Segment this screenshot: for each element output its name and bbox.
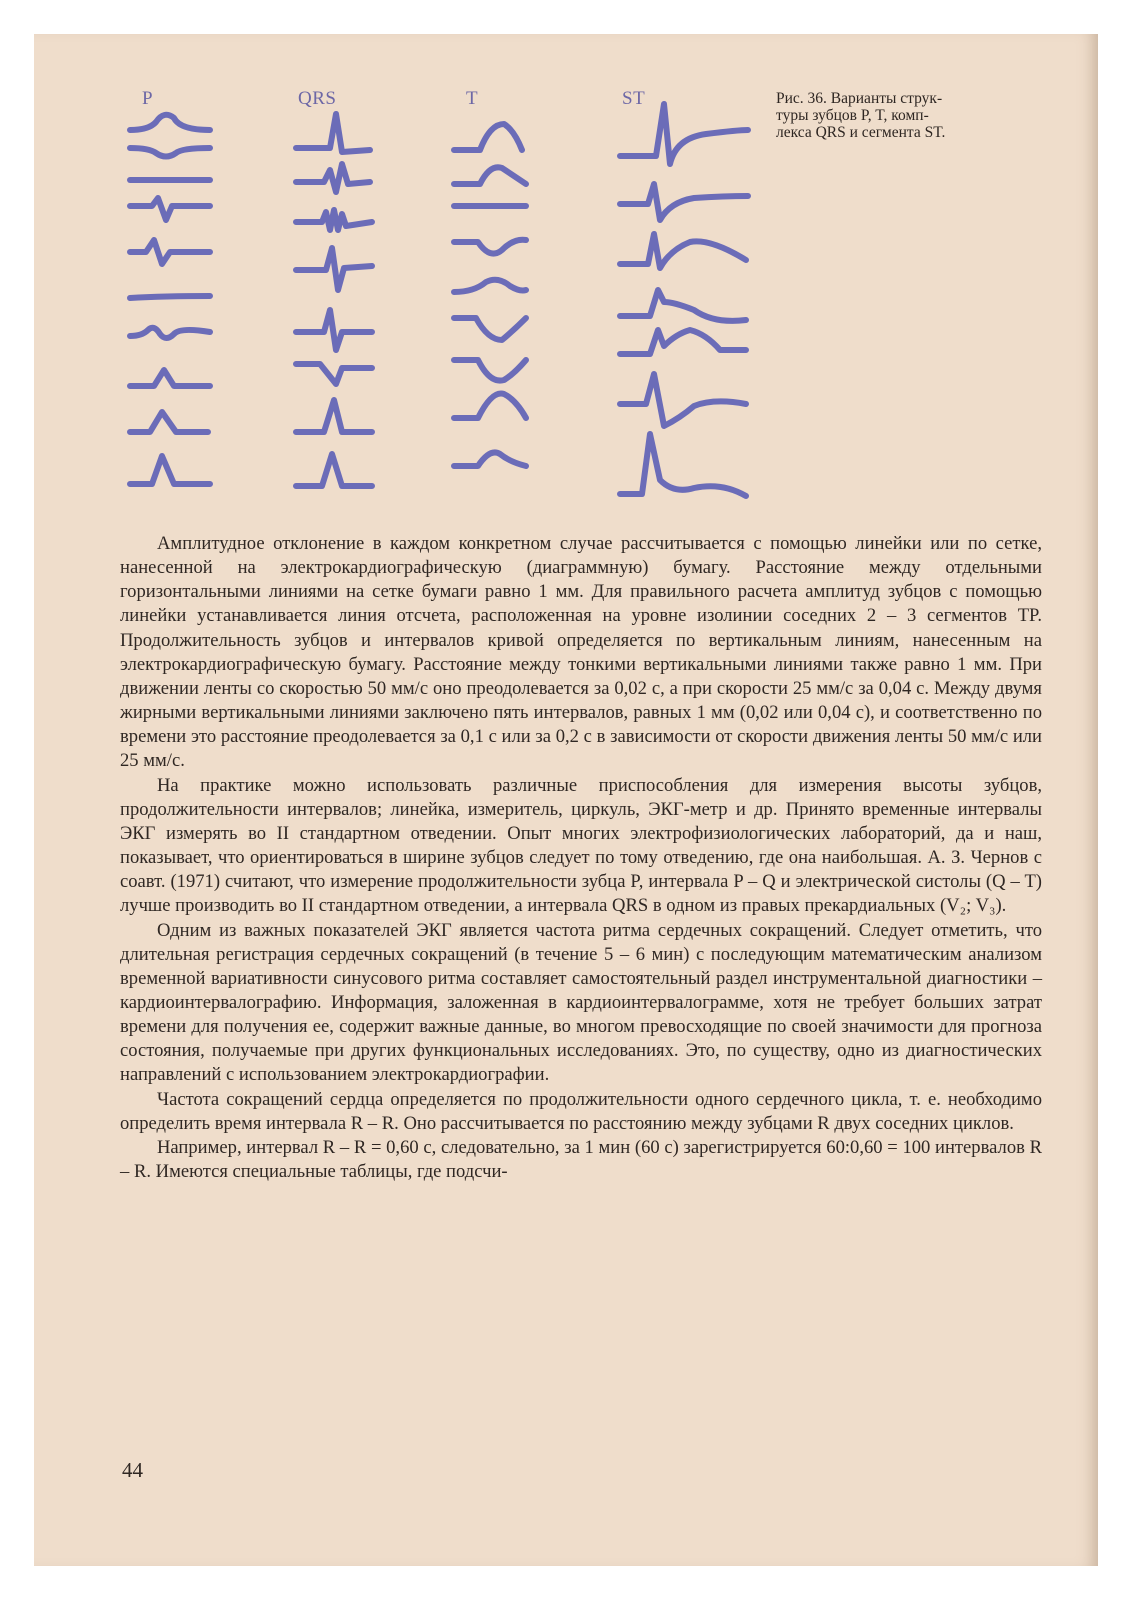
column-label-t: T	[466, 88, 479, 109]
st-segment-2	[620, 184, 748, 220]
p-wave-2	[130, 148, 210, 157]
figure-36	[34, 34, 1098, 534]
paragraph: Частота сокращений сердца определяется по продолжительности одного сердечного цикла, т. е. необходимо определить время интервала R – R. Оно рассчитывается по расстоянию между зубцами R двух соседних циклов.	[120, 1088, 1042, 1134]
st-segment-1	[620, 104, 748, 164]
p-wave-7	[130, 328, 210, 338]
qrs-complex-5	[296, 310, 372, 350]
st-segment-7	[620, 434, 746, 496]
paragraph: Например, интервал R – R = 0,60 с, следовательно, за 1 мин (60 с) зарегистрируется 60:0,60 = 100 интервалов R – R. Имеются специальные таблицы, где подсчи-	[120, 1136, 1042, 1183]
caption-line: туры зубцов P, T, комп-	[776, 107, 929, 124]
page-number: 44	[122, 1458, 143, 1482]
t-wave-9	[454, 453, 526, 467]
caption-line: Рис. 36. Варианты струк-	[776, 90, 943, 107]
paragraph: Одним из важных показателей ЭКГ является частота ритма сердечных сокращений. Следует отметить, что длительная регистрация сердечных сокращений (в течение 5 – 6 мин) с последующим математическим анализом временной вариативности синусового ритма составляет самостоятельный раздел инструментальной диагностики – кардиоинтервалографию. Информация, заложенная в кардиоинтервалограмме, хотя не требует больших затрат времени для получения ее, содержит важные данные, во многом превосходящие по своей значимости для прогноза состояния, получаемые при других функциональных исследованиях. Это, по существу, одно из диагностических направлений с использованием электрокардиографии.	[120, 919, 1042, 1086]
p-wave-4	[130, 198, 210, 220]
t-wave-2	[454, 167, 526, 184]
p-wave-1	[130, 115, 210, 130]
p-wave-9	[130, 412, 208, 432]
qrs-complex-3	[296, 210, 372, 230]
caption-line: лекса QRS и сегмента ST.	[776, 124, 946, 141]
t-wave-1	[454, 124, 522, 150]
figure-caption	[776, 90, 1066, 141]
body-text	[120, 532, 1042, 1184]
st-segment-5	[620, 330, 746, 354]
column-label-qrs: QRS	[298, 88, 337, 109]
ecg-waveform-variants	[34, 34, 774, 534]
qrs-complex-4	[296, 248, 372, 290]
qrs-complex-2	[296, 164, 370, 192]
paragraph: Амплитудное отклонение в каждом конкретном случае рассчитывается с помощью линейки или по сетке, нанесенной на электрокардиографическую (диаграммную) бумагу. Расстояние между отдельными горизонтальными линиями на сетке бумаги равно 1 мм. Для правильного расчета амплитуд зубцов с помощью линейки устанавливается линия отсчета, расположенная на уровне изолинии соседних 2 – 3 сегментов TP. Продолжительность зубцов и интервалов кривой определяется по вертикальным линиям, нанесенным на электрокардиографическую бумагу. Расстояние между тонкими вертикальными линиями также равно 1 мм. При движении ленты со скоростью 50 мм/с оно преодолевается за 0,02 с, а при скорости 25 мм/с за 0,04 с. Между двумя жирными вертикальными линиями заключено пять интервалов, равных 1 мм (0,02 или 0,04 с), и соответственно по времени это расстояние преодолевается за 0,1 с или за 0,2 с в зависимости от скорости движения ленты 50 мм/с или 25 мм/с.	[120, 533, 1042, 772]
column-label-p: P	[142, 88, 154, 109]
t-wave-4	[454, 240, 526, 254]
st-segment-6	[620, 374, 746, 426]
column-label-st: ST	[622, 88, 646, 109]
qrs-complex-8	[296, 454, 372, 486]
p-wave-10	[130, 456, 210, 484]
t-wave-8	[454, 394, 526, 419]
t-wave-6	[454, 318, 526, 340]
qrs-complex-6	[296, 364, 372, 384]
qrs-complex-1	[296, 114, 370, 152]
st-segment-4	[620, 290, 746, 321]
t-wave-7	[454, 360, 526, 381]
paragraph: На практике можно использовать различные приспособления для измерения высоты зубцов, продолжительности интервалов; линейка, измеритель, циркуль, ЭКГ-метр и др. Принято временные интервалы ЭКГ измерять во II стандартном отведении. Опыт многих электрофизиологических лабораторий, да и наш, показывает, что ориентироваться в ширине зубцов следует по тому отведению, где она наибольшая. А. З. Чернов с соавт. (1971) считают, что измерение продолжительности зубца P, интервала P – Q и электрической систолы (Q – T) лучше производить во II стандартном отведении, а интервала QRS в одном из правых прекардиальных (V₂; V₃).	[120, 774, 1042, 917]
st-segment-3	[620, 234, 746, 268]
qrs-complex-7	[296, 400, 372, 432]
t-wave-5	[454, 280, 526, 292]
p-wave-8	[130, 370, 210, 386]
book-page	[34, 34, 1098, 1566]
p-wave-6	[130, 296, 210, 298]
p-wave-5	[130, 240, 210, 264]
